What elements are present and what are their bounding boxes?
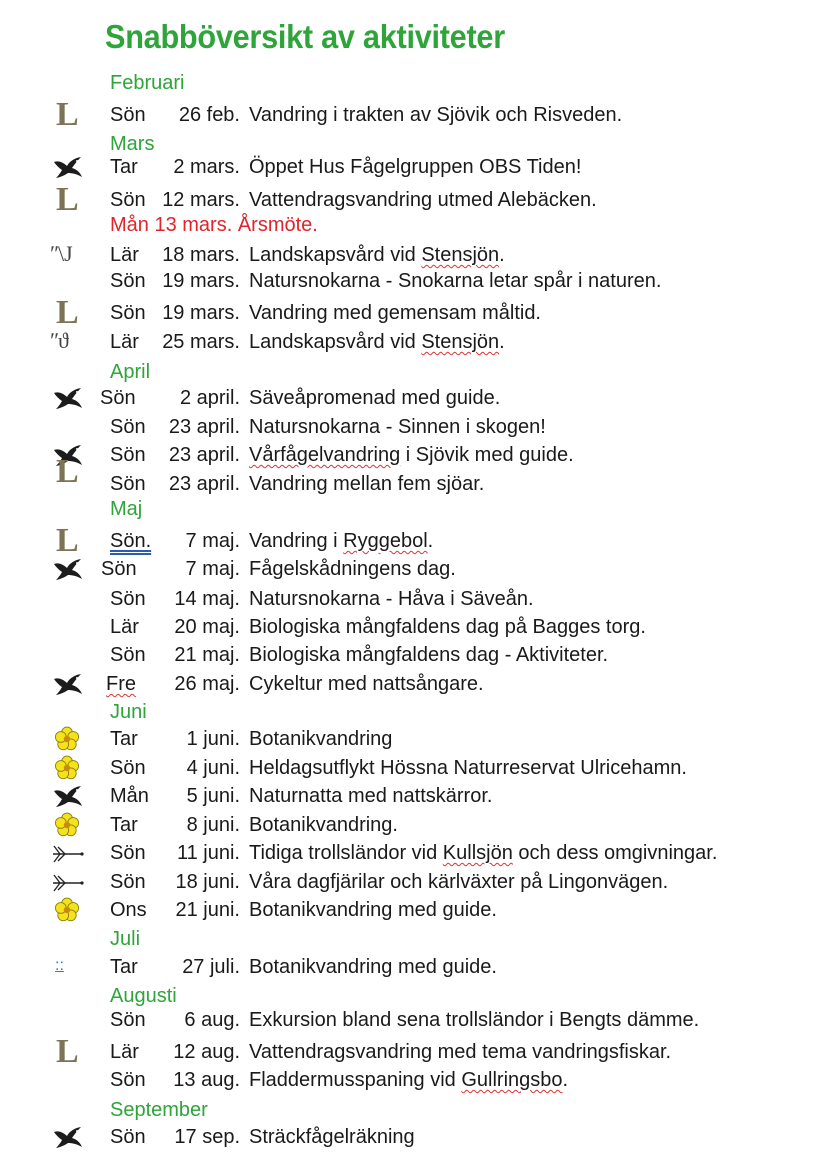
event-day: Sön [110,1069,146,1091]
event-date: 23 april. [168,416,240,438]
event-description: Heldagsutflykt Hössna Naturreservat Ulricehamn. [249,757,687,779]
event-date: 18 juni. [175,871,240,893]
description-text: . [562,1069,569,1091]
event-day: Sön [110,302,146,324]
event-day: Tar [110,814,138,836]
event-day: Tar [110,956,138,978]
page-title: Snabböversikt av aktiviteter [105,18,505,55]
event-date: 12 mars. [162,189,240,211]
event-description: Biologiska mångfaldens dag - Aktiviteter. [249,644,609,666]
event-day: Sön [100,387,136,409]
event-date: 19 mars. [162,302,240,324]
event-date: 11 juni. [176,842,240,864]
event-date: 13 aug. [173,1069,240,1091]
event-description: Vattendragsvandring med tema vandringsfiskar. [249,1041,672,1063]
event-date: 18 mars. [162,244,240,266]
month-heading-april: April [110,361,151,383]
event-day: Lär [110,616,139,638]
event-day: Sön [101,558,137,580]
event-row [0,1069,822,1097]
squiggle-icon: ʺ\J [50,241,73,266]
event-date: 26 maj. [174,673,240,695]
event-description: Biologiska mångfaldens dag på Bagges torg. [249,616,646,638]
event-row [0,1041,822,1069]
month-heading-september: September [110,1099,208,1121]
event-description [249,1069,568,1092]
event-description: Botanikvandring med guide. [249,899,497,921]
event-description [249,842,717,865]
event-description: Botanikvandring med guide. [249,956,497,978]
event-date: 14 maj. [174,588,240,610]
event-date: 12 aug. [173,1041,240,1063]
event-description: Naturnatta med nattskärror. [249,785,493,807]
event-description: Exkursion bland sena trollsländor i Bengts dämme. [249,1009,700,1031]
event-day: Sön [110,104,146,126]
flower-icon [54,812,80,843]
event-day: Lär [110,244,139,266]
event-day: Sön [110,644,146,666]
event-row [0,728,822,756]
event-day: Sön [110,757,146,779]
description-text: och dess omgivningar. [512,842,718,864]
place-name: Kullsjön [442,842,513,864]
bird-icon [53,559,83,586]
description-text: Tidiga trollsländor vid [249,842,443,864]
event-date: 6 aug. [184,1009,240,1031]
event-description: Botanikvandring. [249,814,398,836]
event-row [0,530,822,558]
event-row [0,1126,822,1154]
flower-icon [54,897,80,928]
dragonfly-icon [51,873,85,898]
event-row [0,644,822,672]
event-description [249,444,574,467]
event-row [0,558,822,586]
event-row [0,616,822,644]
event-row [0,387,822,415]
letter-l-icon: L [56,453,79,490]
event-day: Fre [106,673,136,695]
event-date: 7 maj. [185,558,240,580]
event-day: Sön [110,588,146,610]
event-description: Säveåpromenad med guide. [249,387,501,409]
event-date: 4 juni. [186,757,240,779]
event-date: 20 maj. [174,616,240,638]
month-heading-mars: Mars [110,133,155,155]
event-date: 5 juni. [186,785,240,807]
description-text: Landskapsvård vid [249,244,422,266]
bird-icon [53,388,83,415]
event-day: Sön [110,444,146,466]
event-day: Sön [110,189,146,211]
description-text: Landskapsvård vid [249,331,422,353]
event-row [0,328,822,359]
letter-l-icon: L [56,522,79,559]
event-row [0,302,822,330]
letter-l-icon: L [56,1033,79,1070]
event-row [0,757,822,785]
event-row [0,444,822,472]
event-day: Sön [110,270,146,292]
annual-meeting-notice [0,214,822,242]
event-row [0,156,822,184]
event-text: Mån 13 mars. Årsmöte. [110,214,318,236]
event-description: Botanikvandring [249,728,393,750]
letter-l-icon: L [56,181,79,218]
event-description: Sträckfågelräkning [249,1126,415,1148]
month-heading-augusti: Augusti [110,985,177,1007]
event-row [0,588,822,616]
event-date: 7 maj. [185,530,240,552]
event-description [249,530,433,553]
event-description: Våra dagfjärilar och kärlväxter på Lingonvägen. [249,871,669,893]
event-row [0,189,822,217]
event-date: 21 maj. [174,644,240,666]
event-row [0,673,822,701]
event-day: Ons [110,899,147,921]
event-day: Sön [110,1126,146,1148]
event-day: Sön [110,842,146,864]
event-date: 26 feb. [178,104,240,126]
bird-icon [53,157,83,184]
event-day: Sön [110,473,146,495]
event-date: 27 juli. [182,956,240,978]
description-text: . [499,331,505,353]
place-name: Vårfågelvandring [249,444,401,466]
event-row [0,416,822,444]
event-day: Sön [110,871,146,893]
event-date: 19 mars. [162,270,240,292]
description-text: Fladdermusspaning vid [249,1069,462,1091]
event-day: Sön [110,1009,146,1031]
event-day: Tar [110,728,138,750]
month-heading-maj: Maj [110,498,143,520]
dots-icon: :: [55,957,64,974]
event-description: Natursnokarna - Sinnen i skogen! [249,416,546,438]
event-row [0,814,822,842]
place-name: Gullringsbo [461,1069,563,1091]
description-text: i Sjövik med guide. [400,444,574,466]
letter-l-icon: L [56,294,79,331]
event-row [0,785,822,813]
event-row [0,899,822,927]
event-day: Sön. [110,530,152,552]
event-description: Öppet Hus Fågelgruppen OBS Tiden! [249,156,582,178]
event-date: 1 juni. [186,728,240,750]
event-date: 23 april. [168,444,240,466]
event-day: Tar [110,156,138,178]
event-date: 23 april. [168,473,240,495]
flower-icon [54,755,80,786]
event-day: Lär [110,1041,139,1063]
dragonfly-icon [51,844,85,869]
bird-icon [53,674,83,701]
event-row [0,956,822,984]
event-description: Cykeltur med nattsångare. [249,673,484,695]
letter-l-icon: L [56,96,79,133]
event-row [0,473,822,501]
month-heading-juni: Juni [110,701,147,723]
event-row [0,1009,822,1037]
event-row [0,871,822,899]
description-text: Vandring i [249,530,344,552]
event-description: Vandring mellan fem sjöar. [249,473,485,495]
month-heading-februari: Februari [110,72,185,94]
event-row [0,270,822,298]
description-text: . [427,530,434,552]
event-date: 25 mars. [162,331,240,353]
event-description: Vandring i trakten av Sjövik och Risveden. [249,104,623,126]
event-description: Vandring med gemensam måltid. [249,302,541,324]
place-name: Stensjön [421,244,500,266]
bird-icon [53,786,83,813]
event-description: Natursnokarna - Håva i Säveån. [249,588,534,610]
event-description: Natursnokarna - Snokarna letar spår i naturen. [249,270,662,292]
event-description [249,244,505,267]
event-date: 21 juni. [175,899,240,921]
event-date: 2 mars. [173,156,240,178]
bird-icon [53,1127,83,1154]
description-text: . [499,244,505,266]
event-description [249,331,505,354]
place-name: Stensjön [421,331,500,353]
event-row [0,104,822,132]
event-date: 17 sep. [174,1126,240,1148]
event-description: Vattendragsvandring utmed Alebäcken. [249,189,597,211]
place-name: Ryggebol [343,530,428,552]
event-row [0,241,822,272]
squiggle-icon: ʺϑ [50,328,69,353]
event-date: 8 juni. [186,814,240,836]
month-heading-juli: Juli [110,928,141,950]
event-date: 2 april. [179,387,240,409]
event-day: Mån [110,785,149,807]
event-description: Fågelskådningens dag. [249,558,456,580]
event-day: Lär [110,331,139,353]
flower-icon [54,726,80,757]
event-day: Sön [110,416,146,438]
event-row [0,842,822,870]
